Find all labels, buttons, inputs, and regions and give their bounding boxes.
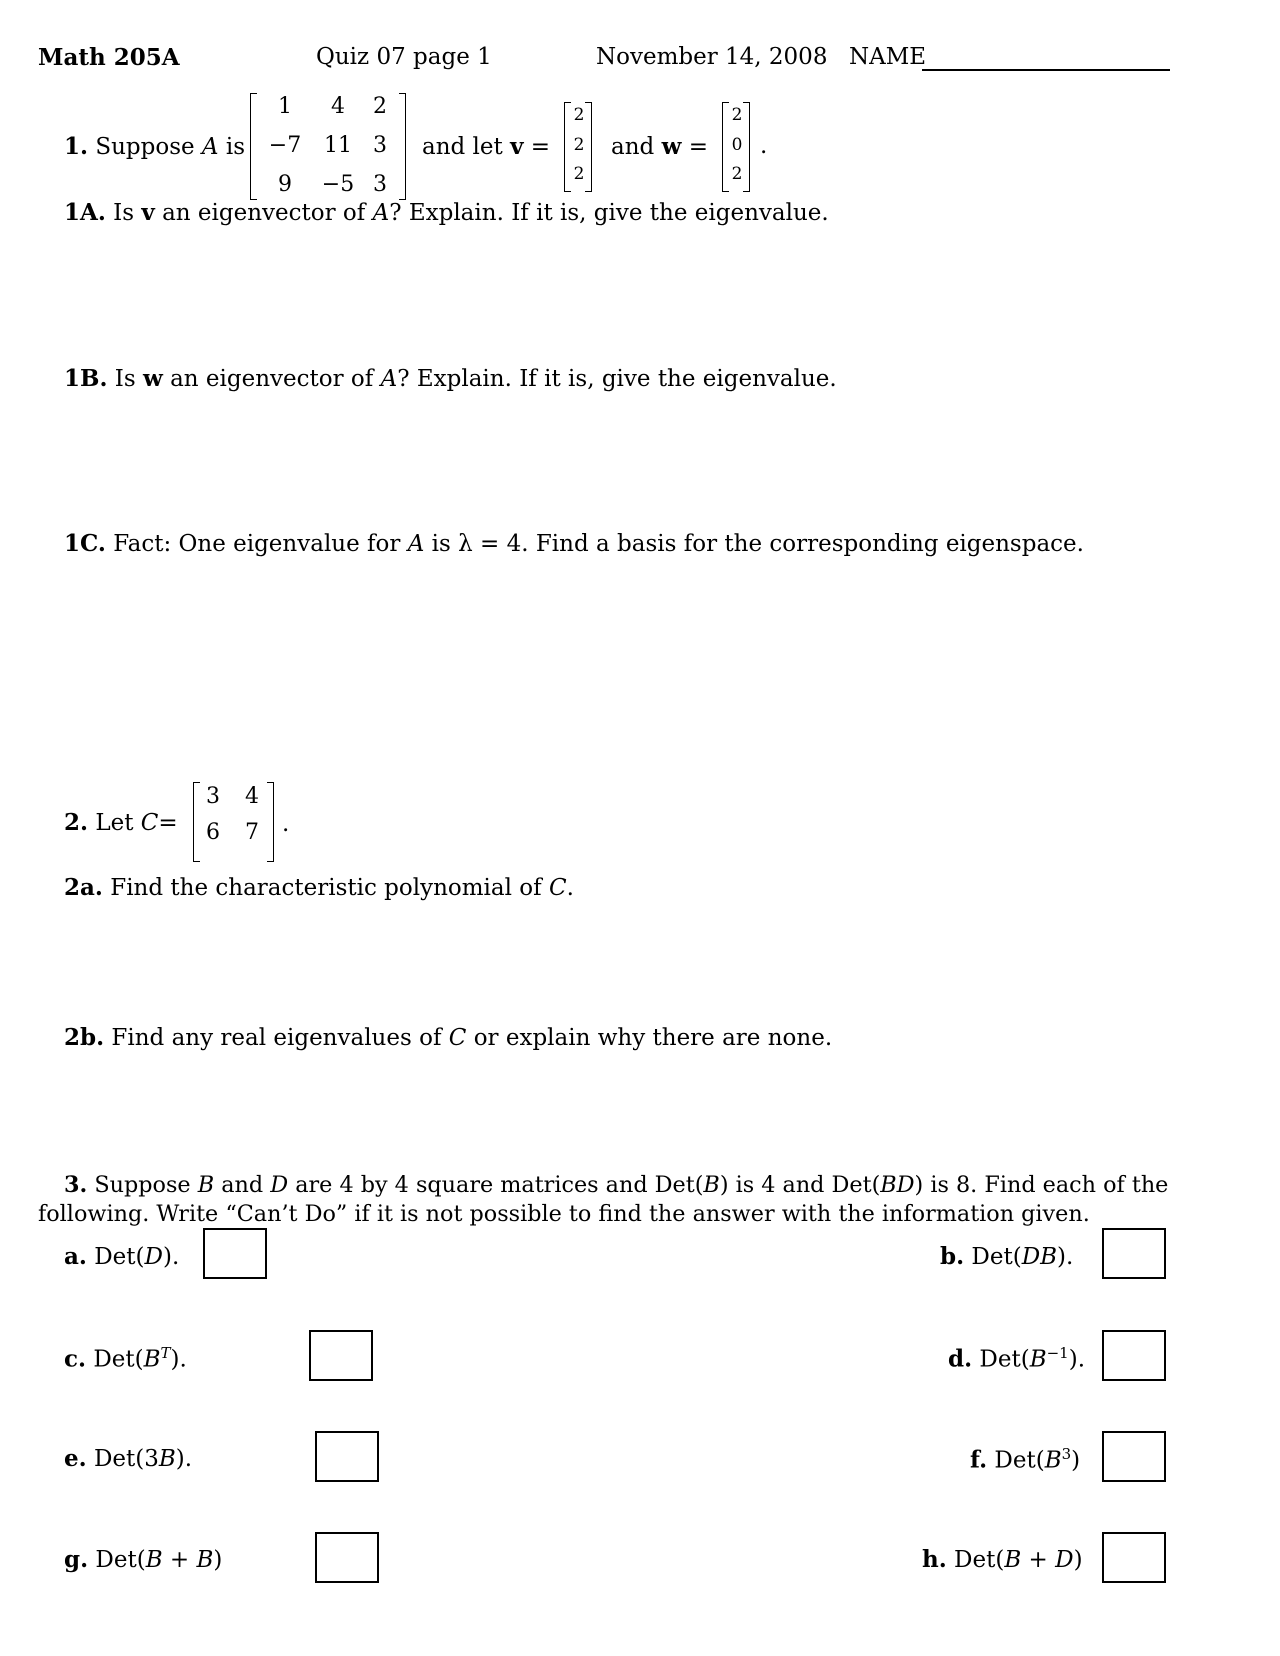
q3h-label: h. xyxy=(922,1546,947,1573)
q3a-label: a. xyxy=(64,1243,87,1270)
q1-vector-w-symbol: w xyxy=(661,133,682,160)
matrix-a-cell: 9 xyxy=(278,172,292,197)
quiz-title: Quiz 07 page 1 xyxy=(316,44,492,70)
name-label: NAME xyxy=(849,44,927,70)
q2-intro xyxy=(64,811,178,835)
matrix-a-cell: 3 xyxy=(373,172,387,197)
matrix-a-cell: 3 xyxy=(373,133,387,158)
q1-equals-2: = xyxy=(688,134,708,160)
q3f-prompt xyxy=(970,1447,1080,1473)
q2a-prompt xyxy=(64,876,574,900)
q1b-mid: an eigenvector of xyxy=(170,366,374,392)
q1a-mid: an eigenvector of xyxy=(162,200,366,226)
q3e-pre: Det(3 xyxy=(93,1446,159,1472)
q3a-post: ). xyxy=(162,1244,180,1270)
q2b-var: C xyxy=(448,1025,467,1051)
q3c-answer-box[interactable] xyxy=(309,1330,373,1381)
q3e-label: e. xyxy=(64,1445,87,1472)
q3g-label: g. xyxy=(64,1546,89,1573)
q3g-pre: Det( xyxy=(95,1547,146,1573)
q2b-pre: Find any real eigenvalues of xyxy=(111,1025,442,1051)
q3-number: 3. xyxy=(64,1172,88,1198)
q3-var-d: D xyxy=(270,1172,289,1198)
q3c-sup: T xyxy=(160,1344,171,1362)
q2b-prompt xyxy=(64,1026,832,1050)
vector-w-cell: 2 xyxy=(731,164,743,184)
q3-line1-c: are 4 by 4 square matrices and Det( xyxy=(295,1172,704,1198)
matrix-a-left-bracket xyxy=(250,93,257,200)
q3d-sup: −1 xyxy=(1046,1344,1069,1362)
q2-equals: = xyxy=(158,810,178,836)
q3h-var: B + D xyxy=(1004,1547,1074,1573)
q3a-pre: Det( xyxy=(94,1244,145,1270)
q1-intro-text: Suppose xyxy=(95,134,195,160)
q1c-mid: is λ = 4. Find a basis for the corresponding eigenspace. xyxy=(431,531,1084,557)
q3e-post: ). xyxy=(175,1446,193,1472)
vector-w-cell: 0 xyxy=(731,135,743,155)
matrix-a-cell: −5 xyxy=(321,172,355,197)
q3-line1 xyxy=(64,1174,1168,1196)
q1a-post: ? Explain. If it is, give the eigenvalue. xyxy=(389,200,829,226)
q3f-sup: 3 xyxy=(1061,1445,1072,1463)
matrix-a-cell: 11 xyxy=(324,133,352,158)
q1b-var: A xyxy=(380,366,398,392)
q3f-pre: Det( xyxy=(994,1447,1045,1474)
q3f-answer-box[interactable] xyxy=(1102,1431,1166,1482)
q1c-label: 1C. xyxy=(64,530,106,557)
matrix-c-cell: 6 xyxy=(206,820,220,845)
vector-w-cell: 2 xyxy=(731,105,743,125)
vector-v-cell: 2 xyxy=(573,105,585,125)
q3-var-bd: BD xyxy=(880,1172,915,1198)
q1-vector-v-symbol: v xyxy=(510,133,524,160)
q1-number: 1. xyxy=(64,133,89,160)
q3d-post: ). xyxy=(1068,1346,1086,1373)
q3a-answer-box[interactable] xyxy=(203,1228,267,1279)
q3c-pre: Det( xyxy=(93,1346,144,1373)
q3-line1-e: ) is 8. Find each of the xyxy=(914,1172,1169,1198)
q3b-post: ). xyxy=(1057,1244,1074,1270)
q1c-prompt xyxy=(64,532,1084,556)
matrix-c-cell: 4 xyxy=(245,784,259,809)
q3b-answer-box[interactable] xyxy=(1102,1228,1166,1279)
q3e-var: B xyxy=(158,1446,176,1472)
matrix-c-cell: 3 xyxy=(206,784,220,809)
q3d-label: d. xyxy=(948,1345,973,1373)
q1-equals-1: = xyxy=(530,134,551,160)
q2a-end: . xyxy=(566,875,574,901)
matrix-c-right-bracket xyxy=(267,782,274,862)
q1a-label: 1A. xyxy=(64,199,106,226)
vector-v-cell: 2 xyxy=(573,135,585,155)
q1c-pre: Fact: One eigenvalue for xyxy=(113,531,401,557)
q3b-prompt xyxy=(940,1245,1073,1269)
q1-and: and xyxy=(611,134,655,160)
q3c-post: ). xyxy=(170,1346,187,1373)
matrix-a-cell: 4 xyxy=(331,94,345,119)
q3e-prompt xyxy=(64,1447,192,1471)
q1-and-w xyxy=(611,135,708,159)
q3b-var: DB xyxy=(1021,1244,1058,1270)
q3h-pre: Det( xyxy=(954,1547,1005,1573)
q3c-prompt xyxy=(64,1346,187,1372)
q2-var-c: C xyxy=(140,810,159,836)
q1b-post: ? Explain. If it is, give the eigenvalue. xyxy=(397,366,837,392)
q1-is: is xyxy=(225,134,246,160)
q3-line2: following. Write “Can’t Do” if it is not possible to find the answer with the information given. xyxy=(38,1201,1090,1227)
matrix-a-cell: −7 xyxy=(268,133,302,158)
matrix-a-cell: 1 xyxy=(278,94,292,119)
q2a-var: C xyxy=(548,875,567,901)
q3-var-b2: B xyxy=(703,1172,720,1198)
q3h-post: ) xyxy=(1073,1547,1083,1573)
q1b-label: 1B. xyxy=(64,365,108,392)
q3b-pre: Det( xyxy=(971,1244,1022,1270)
q3g-answer-box[interactable] xyxy=(315,1532,379,1583)
q2a-text: Find the characteristic polynomial of xyxy=(110,875,542,901)
matrix-a-right-bracket xyxy=(399,93,406,200)
q2b-label: 2b. xyxy=(64,1024,105,1051)
q3g-prompt xyxy=(64,1548,222,1572)
q3f-label: f. xyxy=(970,1446,988,1474)
q3-line1-d: ) is 4 and Det( xyxy=(719,1172,881,1198)
q3f-var: B xyxy=(1044,1447,1062,1474)
q3b-label: b. xyxy=(940,1243,965,1270)
q1b-pre: Is xyxy=(114,366,136,392)
q3h-answer-box[interactable] xyxy=(1102,1532,1166,1583)
q1b-vec: w xyxy=(142,365,163,392)
q3a-var: D xyxy=(144,1244,163,1270)
q3d-pre: Det( xyxy=(979,1346,1030,1373)
q3e-answer-box[interactable] xyxy=(315,1431,379,1482)
q1-intro xyxy=(64,135,245,159)
q1a-pre: Is xyxy=(113,200,135,226)
name-blank[interactable] xyxy=(922,69,1170,71)
q3-var-b: B xyxy=(197,1172,215,1198)
q3g-post: ) xyxy=(213,1547,223,1573)
q2-number: 2. xyxy=(64,809,89,836)
q1-and-let: and let xyxy=(422,134,503,160)
q3-line1-a: Suppose xyxy=(94,1172,191,1198)
q3a-prompt xyxy=(64,1245,179,1269)
q1a-prompt xyxy=(64,201,829,225)
q3h-prompt xyxy=(922,1548,1083,1572)
q3c-var: B xyxy=(143,1346,161,1373)
q3d-prompt xyxy=(948,1346,1085,1372)
q2-period: . xyxy=(282,811,290,837)
matrix-c-cell: 7 xyxy=(245,820,259,845)
q1-period: . xyxy=(760,133,768,159)
q2-intro-text: Let xyxy=(95,810,134,836)
matrix-a-cell: 2 xyxy=(373,94,387,119)
course-title: Math 205A xyxy=(38,44,180,71)
q2a-label: 2a. xyxy=(64,874,103,901)
q3d-var: B xyxy=(1029,1346,1047,1373)
q1c-var: A xyxy=(407,531,425,557)
vector-v-cell: 2 xyxy=(573,164,585,184)
q3c-label: c. xyxy=(64,1345,87,1373)
q3d-answer-box[interactable] xyxy=(1102,1330,1166,1381)
q3-line1-b: and xyxy=(221,1172,264,1198)
q2b-post: or explain why there are none. xyxy=(473,1025,833,1051)
q1a-var: A xyxy=(372,200,390,226)
q1b-prompt xyxy=(64,367,837,391)
quiz-date: November 14, 2008 xyxy=(596,44,828,70)
q3g-var: B + B xyxy=(145,1547,214,1573)
q3f-post: ) xyxy=(1071,1447,1081,1474)
q1a-vec: v xyxy=(141,199,155,226)
q1-var-a: A xyxy=(201,134,219,160)
q1-and-let-v xyxy=(422,135,550,159)
